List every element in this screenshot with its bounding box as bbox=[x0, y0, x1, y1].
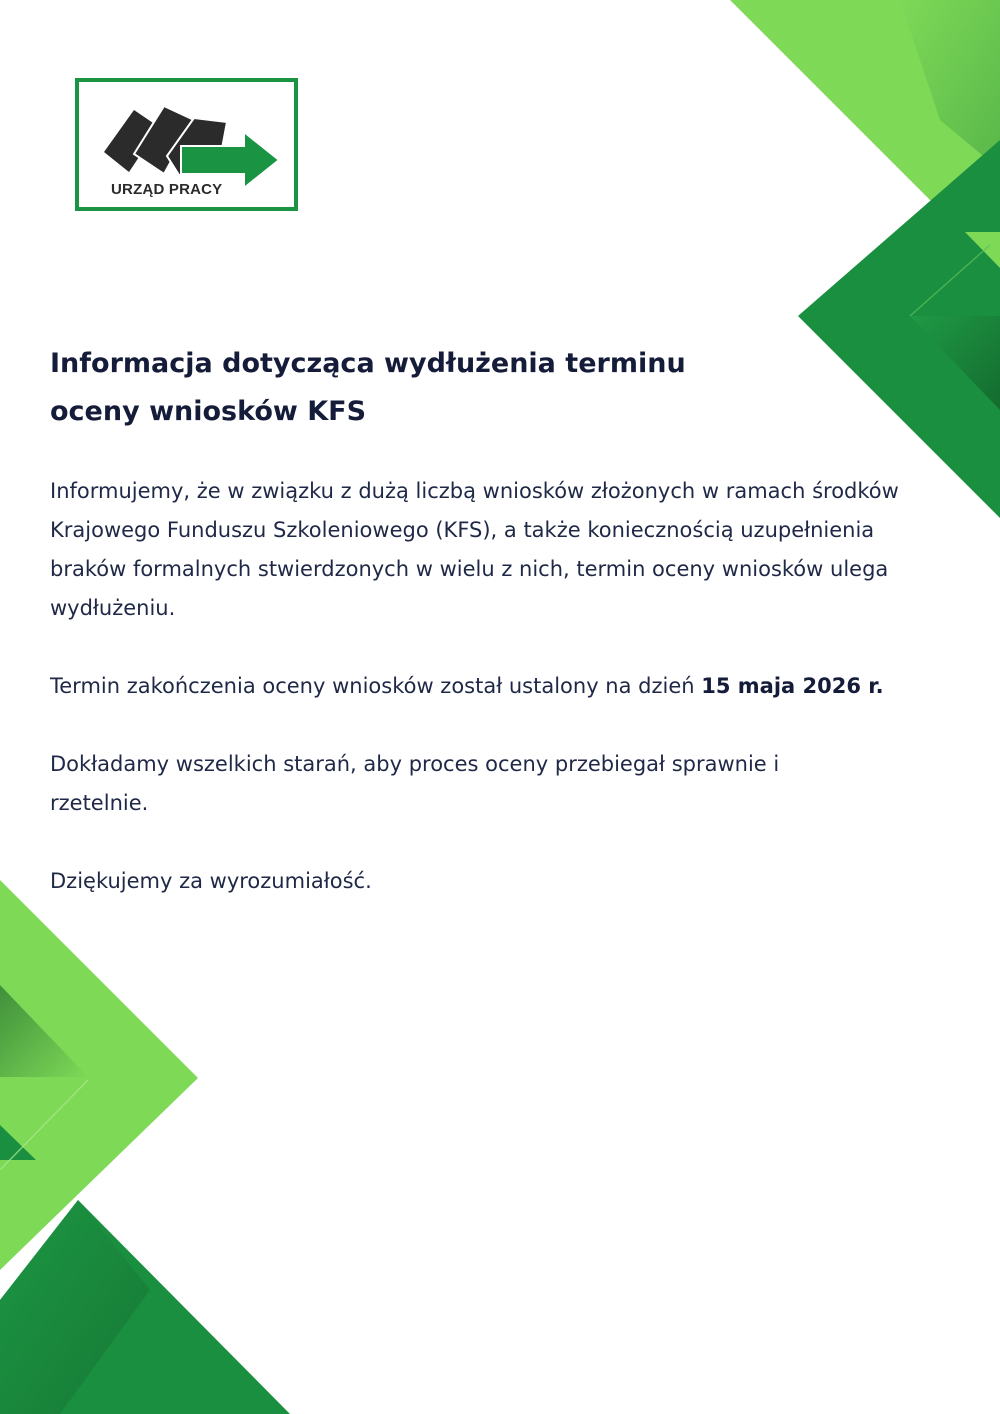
deadline-date: 15 maja 2026 r. bbox=[701, 674, 884, 698]
paragraph-thanks: Dziękujemy za wyrozumiałość. bbox=[50, 869, 372, 893]
paragraph-deadline bbox=[50, 667, 950, 706]
logo-text: URZĄD PRACY bbox=[111, 181, 223, 198]
document-content bbox=[50, 340, 950, 901]
paragraph-intro: Informujemy, że w związku z dużą liczbą wniosków złożonych w ramach środków Krajowego Funduszu Szkoleniowego (KFS), a także koniecznością uzupełnienia braków formalnych stwierdzonych w wielu z nich, termin oceny wniosków ulega wydłużeniu. bbox=[50, 479, 899, 620]
document-title: Informacja dotycząca wydłużenia terminu oceny wniosków KFS bbox=[50, 348, 686, 427]
deadline-text: Termin zakończenia oceny wniosków został ustalony na dzień bbox=[50, 674, 702, 698]
paragraph-assurance: Dokładamy wszelkich starań, aby proces oceny przebiegał sprawnie i rzetelnie. bbox=[50, 752, 780, 815]
urzad-pracy-logo bbox=[75, 78, 298, 211]
